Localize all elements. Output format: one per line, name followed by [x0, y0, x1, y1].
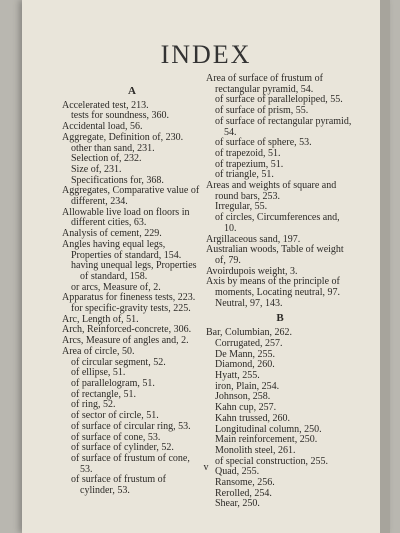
index-entry: Selection of, 232. — [71, 153, 142, 165]
index-entry: of surface of frustum of cone, 53. — [71, 452, 190, 475]
index-entry: Area of surface of frustum of rectangular pyramid, 54. — [206, 73, 323, 95]
index-entry: De Mann, 255. — [215, 348, 275, 360]
index-entry: Accelerated test, 213. — [62, 99, 149, 111]
index-entry: of ellipse, 51. — [71, 367, 126, 379]
index-entry: of surface of cylinder, 52. — [71, 442, 174, 454]
index-entry: of surface of rectangular pyramid, 54. — [215, 115, 352, 138]
index-entry: Longitudinal column, 250. — [215, 423, 322, 435]
index-entry: Specifications for, 368. — [71, 174, 164, 186]
index-entry: Arc, Length of, 51. — [62, 313, 139, 325]
index-entry: of rectangle, 51. — [71, 388, 136, 400]
index-entry: of ring, 52. — [71, 399, 116, 411]
index-entry: of surface of cone, 53. — [71, 431, 161, 443]
index-entry: Areas and weights of square and round bars, 253. — [206, 180, 337, 202]
index-entry: tests for soundness, 360. — [71, 110, 170, 122]
index-entry: Aggregate, Definition of, 230. — [62, 131, 184, 143]
page-edge — [380, 0, 390, 533]
index-entry: Arcs, Measure of angles and, 2. — [62, 335, 189, 347]
index-entry: other than sand, 231. — [71, 142, 155, 154]
index-entry: Kahn cup, 257. — [215, 402, 277, 414]
index-entry: Apparatus for fineness tests, 223. — [62, 292, 196, 304]
index-entry: Rerolled, 254. — [215, 487, 272, 499]
index-entry: Johnson, 258. — [215, 391, 271, 403]
index-entry: Main reinforcement, 250. — [215, 434, 318, 446]
section-letter-a: A — [128, 85, 136, 97]
page-title: INDEX — [160, 40, 252, 69]
index-entry: of surface of prism, 55. — [215, 105, 309, 117]
right-entries-b — [206, 328, 354, 510]
index-entry: of surface of parallelopiped, 55. — [215, 94, 343, 106]
left-entries — [62, 101, 202, 497]
index-entry: of surface of circular ring, 53. — [71, 420, 191, 432]
index-entry: of trapezium, 51. — [215, 158, 284, 170]
index-entry: of surface of frustum of cylinder, 53. — [71, 474, 166, 497]
index-entry: Area of circle, 50. — [62, 345, 135, 357]
index-entry: Accidental load, 56. — [62, 121, 143, 133]
index-entry: of parallelogram, 51. — [71, 377, 155, 389]
index-entry: Avoirdupois weight, 3. — [206, 265, 298, 277]
index-entry: Argillaceous sand, 197. — [206, 233, 301, 245]
page-number: v — [203, 462, 209, 473]
index-entry: Diamond, 260. — [215, 359, 275, 371]
index-entry: Irregular, 55. — [215, 201, 268, 213]
index-entry: Shear, 250. — [215, 498, 260, 510]
index-entry: Axis by means of the principle of moments, Locating neutral, 97. — [206, 276, 340, 299]
left-column — [62, 82, 202, 497]
index-entry: of special construction, 255. — [215, 455, 329, 467]
index-entry: Kahn trussed, 260. — [215, 412, 290, 424]
index-entry: Hyatt, 255. — [215, 369, 260, 381]
index-entry: of sector of circle, 51. — [71, 410, 159, 422]
index-entry: for specific-gravity tests, 225. — [71, 303, 191, 315]
index-entry: Bar, Columbian, 262. — [206, 327, 292, 339]
index-entry: Size of, 231. — [71, 163, 122, 175]
book-page — [22, 0, 390, 533]
index-entry: iron, Plain, 254. — [215, 380, 280, 392]
index-entry: Corrugated, 257. — [215, 337, 283, 349]
index-entry: Arch, Reinforced-concrete, 306. — [62, 324, 192, 336]
right-column — [206, 74, 354, 510]
section-letter-b: B — [276, 312, 284, 325]
index-entry: Australian woods, Table of weight of, 79. — [206, 244, 344, 266]
index-entry: or arcs, Measure of, 2. — [71, 281, 161, 293]
index-entry: Aggregates, Comparative value of different, 234. — [62, 185, 200, 208]
index-entry: having unequal legs, Properties of standard, 158. — [71, 260, 197, 282]
right-entries-a — [206, 74, 354, 309]
index-entry: of circles, Circumferences and, 10. — [215, 212, 340, 234]
index-entry: of circular segment, 52. — [71, 356, 166, 368]
index-entry: of surface of sphere, 53. — [215, 137, 312, 149]
index-entry: Neutral, 97, 143. — [215, 297, 283, 309]
index-entry: Ransome, 256. — [215, 477, 275, 489]
index-entry: Angles having equal legs, Properties of standard, 154. — [62, 238, 182, 261]
index-entry: Quad, 255. — [215, 466, 260, 478]
index-entry: Analysis of cement, 229. — [62, 228, 162, 240]
index-entry: of triangle, 51. — [215, 169, 274, 181]
index-entry: of trapezoid, 51. — [215, 147, 281, 159]
index-entry: Monolith steel, 261. — [215, 444, 296, 456]
index-entry: Allowable live load on floors in different cities, 63. — [62, 206, 190, 229]
